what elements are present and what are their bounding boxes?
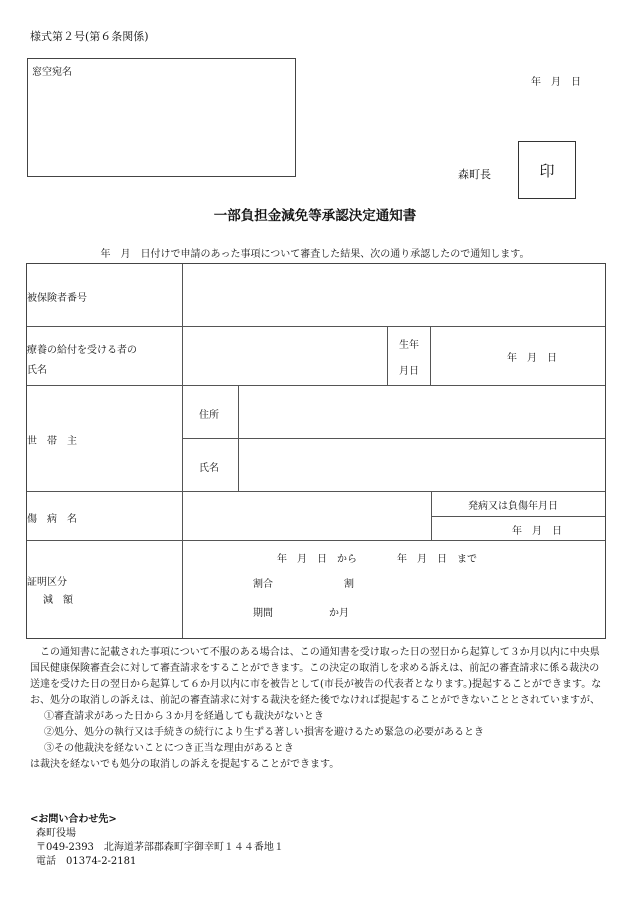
row-divider [182,438,605,439]
household-head-label: 世 帯 主 [27,436,77,447]
contact-info [30,813,284,869]
column-divider [182,264,183,638]
seal-box [518,141,576,199]
row-divider [431,516,605,517]
notice-paragraph: この通知書に記載された事項について不服のある場合は、この通知書を受け取った日の翌日から起算して３か月以内に中央県国民健康保険審査会に対して審査請求をすることができます。この決定の取消しを求める訴えは、前記の審査請求に係る裁決の送達を受けた日の翌日から起算して６か月以内に市を被告として(市長が被告の代表者となります。)提起することができます。なお、処分の取消しの訴えは、前記の審査請求に対する裁決を経た後でなければ提起することができないこととされていますが、 [30,647,602,706]
notice-closing: は裁決を経ないでも処分の取消しの訴えを提起することができます。 [30,759,340,770]
onset-date-placeholder: 年 月 日 [512,526,562,537]
contact-address: 〒049-2393 北海道茅部郡森町字御幸町１４４番地１ [36,842,284,853]
address-window-box [27,58,296,177]
name-label: 氏名 [199,463,219,474]
certification-category-label: 証明区分 [27,577,67,588]
address-window-label: 窓空宛名 [32,67,72,78]
document-title: 一部負担金減免等承認決定通知書 [213,208,417,224]
row-divider [27,540,605,541]
birth-date-placeholder: 年 月 日 [507,353,557,364]
column-divider [387,326,388,385]
birth-label-line2: 月日 [399,366,419,377]
form-number: 様式第２号(第６条関係) [30,30,149,43]
duration-label: 期間 [253,608,273,619]
approval-table [26,263,606,639]
insured-number-label: 被保険者番号 [27,293,87,304]
birth-label-line1: 生年 [399,340,419,351]
notice-item-3: ③その他裁決を経ないことにつき正当な理由があるとき [44,743,294,754]
issue-date: 年 月 日 [531,77,581,88]
recipient-label-line1: 療養の給付を受ける者の [27,345,137,356]
intro-text: 年 月 日付けで申請のあった事項について審査した結果、次の通り承認したので通知します。 [100,249,530,260]
column-divider [430,326,431,385]
row-divider [27,326,605,327]
contact-heading: <お問い合わせ先> [30,814,117,825]
seal-label: 印 [539,161,555,180]
column-divider [238,385,239,491]
onset-date-label: 発病又は負傷年月日 [468,501,558,512]
issuer-name: 森町長 [458,168,491,181]
reduction-label: 減 額 [43,595,73,606]
appeal-notice [30,645,602,773]
address-label: 住所 [199,410,219,421]
column-divider [431,491,432,540]
ratio-label: 割合 [253,579,273,590]
period-range: 年 月 日 から 年 月 日 まで [277,554,477,565]
notice-item-1: ①審査請求があった日から３か月を経過しても裁決がないとき [44,711,324,722]
contact-office: 森町役場 [36,828,76,839]
duration-unit: か月 [329,608,349,619]
notice-item-2: ②処分、処分の執行又は手続きの続行により生ずる著しい損害を避けるため緊急の必要があるとき [44,727,484,738]
recipient-label-line2: 氏名 [27,365,47,376]
illness-label: 傷 病 名 [27,514,77,525]
ratio-unit: 割 [344,579,354,590]
contact-phone: 電話 01374-2-2181 [36,856,137,867]
row-divider [27,491,605,492]
row-divider [27,385,605,386]
